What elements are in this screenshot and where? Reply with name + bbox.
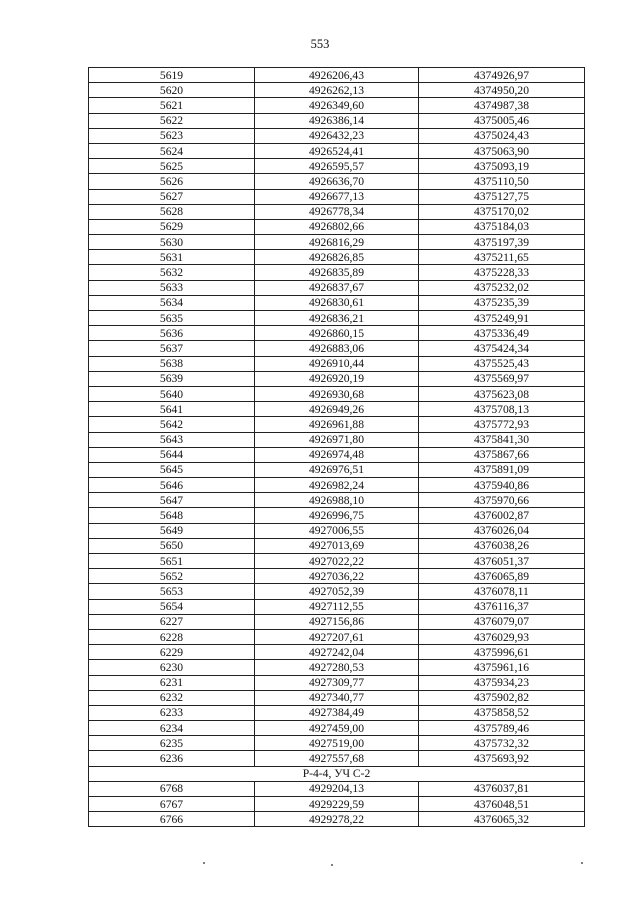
y-coordinate-cell: 4375232,02	[419, 280, 585, 295]
y-coordinate-cell: 4375867,66	[419, 447, 585, 462]
point-number-cell: 6768	[89, 781, 255, 796]
table-row	[89, 781, 585, 796]
table-row	[89, 690, 585, 705]
point-number-cell: 5638	[89, 356, 255, 371]
point-number-cell: 5643	[89, 432, 255, 447]
table-row	[89, 569, 585, 584]
x-coordinate-cell: 4926883,06	[255, 341, 419, 356]
point-number-cell: 5647	[89, 493, 255, 508]
table-row	[89, 174, 585, 189]
point-number-cell: 5622	[89, 113, 255, 128]
point-number-cell: 5634	[89, 295, 255, 310]
table-row	[89, 219, 585, 234]
table-row	[89, 614, 585, 629]
table-row	[89, 159, 585, 174]
table-row	[89, 645, 585, 660]
point-number-cell: 6236	[89, 751, 255, 766]
table-row	[89, 797, 585, 812]
y-coordinate-cell: 4375127,75	[419, 189, 585, 204]
point-number-cell: 5621	[89, 98, 255, 113]
x-coordinate-cell: 4929229,59	[255, 797, 419, 812]
x-coordinate-cell: 4927036,22	[255, 569, 419, 584]
table-row	[89, 508, 585, 523]
table-row	[89, 341, 585, 356]
point-number-cell: 5637	[89, 341, 255, 356]
x-coordinate-cell: 4926910,44	[255, 356, 419, 371]
section-heading-row	[89, 766, 585, 781]
y-coordinate-cell: 4375228,33	[419, 265, 585, 280]
y-coordinate-cell: 4375336,49	[419, 326, 585, 341]
y-coordinate-cell: 4375940,86	[419, 478, 585, 493]
point-number-cell: 5648	[89, 508, 255, 523]
x-coordinate-cell: 4926677,13	[255, 189, 419, 204]
x-coordinate-cell: 4926816,29	[255, 235, 419, 250]
x-coordinate-cell: 4926860,15	[255, 326, 419, 341]
y-coordinate-cell: 4375772,93	[419, 417, 585, 432]
table-row	[89, 554, 585, 569]
point-number-cell: 5654	[89, 599, 255, 614]
y-coordinate-cell: 4375093,19	[419, 159, 585, 174]
y-coordinate-cell: 4376026,04	[419, 523, 585, 538]
table-row	[89, 311, 585, 326]
table-row	[89, 386, 585, 401]
table-row	[89, 326, 585, 341]
table-row	[89, 371, 585, 386]
x-coordinate-cell: 4927280,53	[255, 660, 419, 675]
table-row	[89, 599, 585, 614]
y-coordinate-cell: 4376048,51	[419, 797, 585, 812]
x-coordinate-cell: 4926830,61	[255, 295, 419, 310]
table-row	[89, 280, 585, 295]
table-row	[89, 402, 585, 417]
table-row	[89, 235, 585, 250]
x-coordinate-cell: 4927557,68	[255, 751, 419, 766]
table-row	[89, 736, 585, 751]
table-row	[89, 417, 585, 432]
table-row	[89, 660, 585, 675]
y-coordinate-cell: 4375708,13	[419, 402, 585, 417]
point-number-cell: 5627	[89, 189, 255, 204]
table-row	[89, 432, 585, 447]
table-row	[89, 523, 585, 538]
point-number-cell: 5644	[89, 447, 255, 462]
x-coordinate-cell: 4927459,00	[255, 721, 419, 736]
y-coordinate-cell: 4375623,08	[419, 386, 585, 401]
y-coordinate-cell: 4375184,03	[419, 219, 585, 234]
point-number-cell: 5636	[89, 326, 255, 341]
point-number-cell: 5628	[89, 204, 255, 219]
x-coordinate-cell: 4927242,04	[255, 645, 419, 660]
point-number-cell: 5629	[89, 219, 255, 234]
coordinates-table	[88, 67, 585, 827]
scan-speck	[203, 862, 205, 864]
table-row	[89, 705, 585, 720]
point-number-cell: 6234	[89, 721, 255, 736]
y-coordinate-cell: 4375525,43	[419, 356, 585, 371]
x-coordinate-cell: 4927519,00	[255, 736, 419, 751]
point-number-cell: 5645	[89, 462, 255, 477]
table-row	[89, 721, 585, 736]
point-number-cell: 5635	[89, 311, 255, 326]
table-row	[89, 68, 585, 83]
x-coordinate-cell: 4927112,55	[255, 599, 419, 614]
table-row	[89, 113, 585, 128]
x-coordinate-cell: 4926595,57	[255, 159, 419, 174]
x-coordinate-cell: 4926996,75	[255, 508, 419, 523]
point-number-cell: 6767	[89, 797, 255, 812]
table-row	[89, 265, 585, 280]
x-coordinate-cell: 4926920,19	[255, 371, 419, 386]
y-coordinate-cell: 4375249,91	[419, 311, 585, 326]
x-coordinate-cell: 4929204,13	[255, 781, 419, 796]
point-number-cell: 5642	[89, 417, 255, 432]
point-number-cell: 5623	[89, 128, 255, 143]
x-coordinate-cell: 4927006,55	[255, 523, 419, 538]
point-number-cell: 5620	[89, 83, 255, 98]
x-coordinate-cell: 4926961,88	[255, 417, 419, 432]
x-coordinate-cell: 4926976,51	[255, 462, 419, 477]
x-coordinate-cell: 4927309,77	[255, 675, 419, 690]
y-coordinate-cell: 4375569,97	[419, 371, 585, 386]
page-number: 553	[310, 37, 330, 51]
x-coordinate-cell: 4927022,22	[255, 554, 419, 569]
point-number-cell: 6230	[89, 660, 255, 675]
point-number-cell: 5624	[89, 143, 255, 158]
y-coordinate-cell: 4376029,93	[419, 629, 585, 644]
y-coordinate-cell: 4374987,38	[419, 98, 585, 113]
y-coordinate-cell: 4375732,32	[419, 736, 585, 751]
point-number-cell: 6227	[89, 614, 255, 629]
x-coordinate-cell: 4926826,85	[255, 250, 419, 265]
y-coordinate-cell: 4376037,81	[419, 781, 585, 796]
y-coordinate-cell: 4375170,02	[419, 204, 585, 219]
y-coordinate-cell: 4375693,92	[419, 751, 585, 766]
y-coordinate-cell: 4375841,30	[419, 432, 585, 447]
x-coordinate-cell: 4926988,10	[255, 493, 419, 508]
table-row	[89, 675, 585, 690]
point-number-cell: 5653	[89, 584, 255, 599]
table-row	[89, 83, 585, 98]
x-coordinate-cell: 4926836,21	[255, 311, 419, 326]
point-number-cell: 5630	[89, 235, 255, 250]
x-coordinate-cell: 4926262,13	[255, 83, 419, 98]
y-coordinate-cell: 4375902,82	[419, 690, 585, 705]
x-coordinate-cell: 4926432,23	[255, 128, 419, 143]
x-coordinate-cell: 4927156,86	[255, 614, 419, 629]
point-number-cell: 5626	[89, 174, 255, 189]
table-row	[89, 478, 585, 493]
x-coordinate-cell: 4926636,70	[255, 174, 419, 189]
table-row	[89, 751, 585, 766]
x-coordinate-cell: 4926206,43	[255, 68, 419, 83]
y-coordinate-cell: 4376116,37	[419, 599, 585, 614]
y-coordinate-cell: 4375858,52	[419, 705, 585, 720]
point-number-cell: 5631	[89, 250, 255, 265]
point-number-cell: 5650	[89, 538, 255, 553]
point-number-cell: 5641	[89, 402, 255, 417]
x-coordinate-cell: 4927207,61	[255, 629, 419, 644]
x-coordinate-cell: 4927052,39	[255, 584, 419, 599]
y-coordinate-cell: 4375996,61	[419, 645, 585, 660]
y-coordinate-cell: 4375789,46	[419, 721, 585, 736]
x-coordinate-cell: 4926930,68	[255, 386, 419, 401]
point-number-cell: 5652	[89, 569, 255, 584]
x-coordinate-cell: 4929278,22	[255, 812, 419, 827]
table-row	[89, 462, 585, 477]
y-coordinate-cell: 4375934,23	[419, 675, 585, 690]
x-coordinate-cell: 4926974,48	[255, 447, 419, 462]
x-coordinate-cell: 4926835,89	[255, 265, 419, 280]
table-row	[89, 447, 585, 462]
table-row	[89, 493, 585, 508]
x-coordinate-cell: 4926971,80	[255, 432, 419, 447]
table-row	[89, 629, 585, 644]
table-row	[89, 812, 585, 827]
y-coordinate-cell: 4375063,90	[419, 143, 585, 158]
y-coordinate-cell: 4376038,26	[419, 538, 585, 553]
x-coordinate-cell: 4926778,34	[255, 204, 419, 219]
scan-speck	[581, 862, 583, 864]
point-number-cell: 6233	[89, 705, 255, 720]
y-coordinate-cell: 4375024,43	[419, 128, 585, 143]
y-coordinate-cell: 4374926,97	[419, 68, 585, 83]
y-coordinate-cell: 4375110,50	[419, 174, 585, 189]
y-coordinate-cell: 4375961,16	[419, 660, 585, 675]
table-row	[89, 98, 585, 113]
y-coordinate-cell: 4376078,11	[419, 584, 585, 599]
point-number-cell: 6235	[89, 736, 255, 751]
x-coordinate-cell: 4927384,49	[255, 705, 419, 720]
section-heading: Р-4-4, УЧ С-2	[89, 766, 585, 781]
y-coordinate-cell: 4376065,32	[419, 812, 585, 827]
table-row	[89, 204, 585, 219]
point-number-cell: 5633	[89, 280, 255, 295]
y-coordinate-cell: 4376051,37	[419, 554, 585, 569]
point-number-cell: 6229	[89, 645, 255, 660]
point-number-cell: 5640	[89, 386, 255, 401]
y-coordinate-cell: 4376065,89	[419, 569, 585, 584]
y-coordinate-cell: 4375970,66	[419, 493, 585, 508]
table-row	[89, 143, 585, 158]
x-coordinate-cell: 4926802,66	[255, 219, 419, 234]
y-coordinate-cell: 4375891,09	[419, 462, 585, 477]
x-coordinate-cell: 4926349,60	[255, 98, 419, 113]
point-number-cell: 5646	[89, 478, 255, 493]
point-number-cell: 5639	[89, 371, 255, 386]
point-number-cell: 5649	[89, 523, 255, 538]
x-coordinate-cell: 4926386,14	[255, 113, 419, 128]
y-coordinate-cell: 4375211,65	[419, 250, 585, 265]
point-number-cell: 6231	[89, 675, 255, 690]
point-number-cell: 5632	[89, 265, 255, 280]
x-coordinate-cell: 4926524,41	[255, 143, 419, 158]
x-coordinate-cell: 4926837,67	[255, 280, 419, 295]
table-row	[89, 295, 585, 310]
point-number-cell: 5651	[89, 554, 255, 569]
point-number-cell: 6232	[89, 690, 255, 705]
point-number-cell: 5619	[89, 68, 255, 83]
x-coordinate-cell: 4926949,26	[255, 402, 419, 417]
x-coordinate-cell: 4927340,77	[255, 690, 419, 705]
table-row	[89, 128, 585, 143]
table-row	[89, 584, 585, 599]
y-coordinate-cell: 4376002,87	[419, 508, 585, 523]
table-row	[89, 189, 585, 204]
scan-speck	[331, 864, 333, 866]
y-coordinate-cell: 4376079,07	[419, 614, 585, 629]
y-coordinate-cell: 4375197,39	[419, 235, 585, 250]
coordinates-table-body	[89, 68, 585, 827]
point-number-cell: 5625	[89, 159, 255, 174]
y-coordinate-cell: 4375235,39	[419, 295, 585, 310]
y-coordinate-cell: 4374950,20	[419, 83, 585, 98]
table-row	[89, 356, 585, 371]
x-coordinate-cell: 4927013,69	[255, 538, 419, 553]
table-row	[89, 538, 585, 553]
point-number-cell: 6766	[89, 812, 255, 827]
point-number-cell: 6228	[89, 629, 255, 644]
y-coordinate-cell: 4375424,34	[419, 341, 585, 356]
y-coordinate-cell: 4375005,46	[419, 113, 585, 128]
x-coordinate-cell: 4926982,24	[255, 478, 419, 493]
table-row	[89, 250, 585, 265]
